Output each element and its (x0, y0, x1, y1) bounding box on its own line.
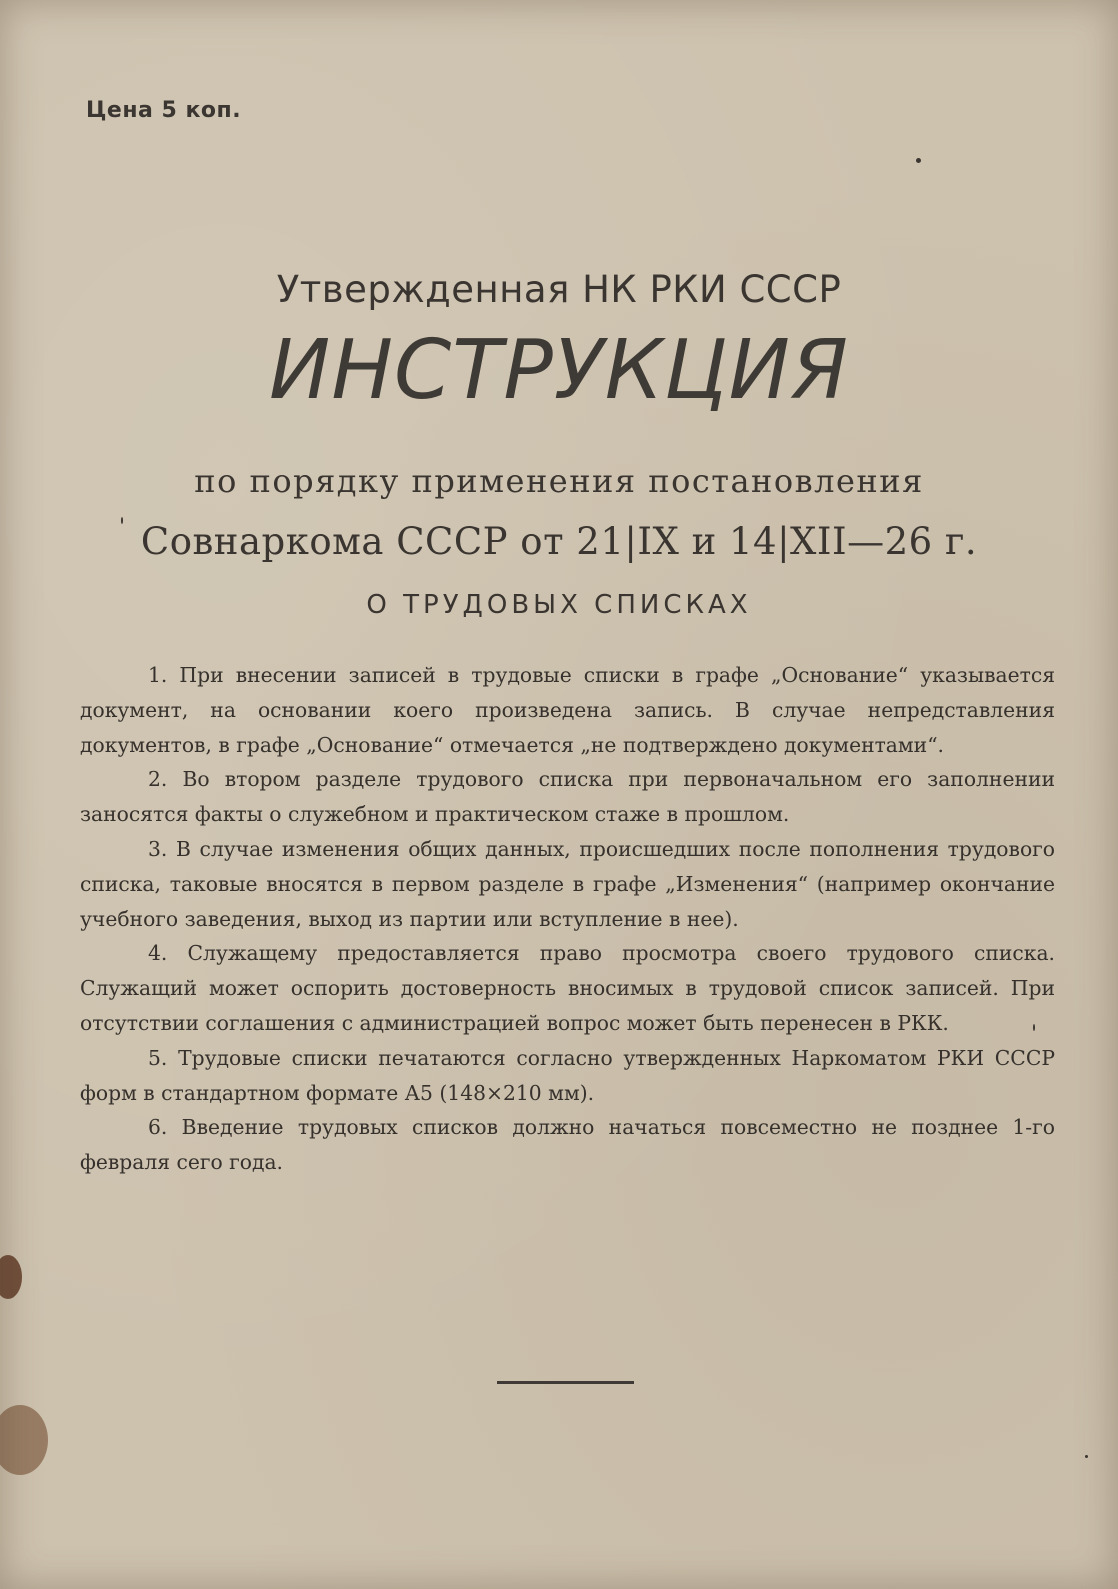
price-label: Цена 5 коп. (86, 98, 242, 123)
subtitle-line-1: по порядку применения постановления (194, 462, 924, 500)
ink-speck (1085, 1455, 1088, 1458)
paragraph-3: 3. В случае изменения общих данных, происшедших после пополнения трудового списка, таковые вносятся в первом разделе в графе „Изменения“ (например окончание учебного заведения, выход из партии или вступление в нее). (80, 836, 1055, 931)
paragraph-5: 5. Трудовые списки печатаются согласно утвержденных Наркоматом РКИ СССР форм в стандартном формате А5 (148×210 мм). (80, 1045, 1055, 1105)
paper-stain (0, 1405, 48, 1475)
section-heading: О ТРУДОВЫХ СПИСКАХ (366, 590, 752, 620)
paragraph-6: 6. Введение трудовых списков должно начаться повсеместно не позднее 1-го февраля сего года. (80, 1115, 1055, 1175)
approved-by-line: Утвержденная НК РКИ СССР (276, 268, 842, 311)
ink-speck (121, 517, 123, 524)
paragraph-1: 1. При внесении записей в трудовые списки в графе „Основание“ указывается документ, на основании коего произведена запись. В случае непредставления документов, в графе „Основание“ отмечается „не подтверждено документами“. (80, 663, 1055, 757)
instruction-body (80, 658, 1055, 1180)
ink-speck (916, 158, 921, 163)
paragraph-2: 2. Во втором разделе трудового списка при первоначальном его заполнении заносятся факты о служебном и практическом стаже в прошлом. (80, 767, 1055, 827)
document-title: ИНСТРУКЦИЯ (269, 323, 849, 418)
subtitle-line-2: Совнаркома СССР от 21|IX и 14|XII—26 г. (140, 520, 978, 563)
paragraph-4: 4. Служащему предоставляется право просмотра своего трудового списка. Служащий может оспорить достоверность вносимых в трудовой список записей. При отсутствии соглашения с администрацией вопрос может быть перенесен в РКК. (80, 941, 1055, 1035)
closing-rule (497, 1381, 634, 1384)
ink-speck (1033, 1024, 1035, 1031)
paper-stain (0, 1255, 22, 1299)
